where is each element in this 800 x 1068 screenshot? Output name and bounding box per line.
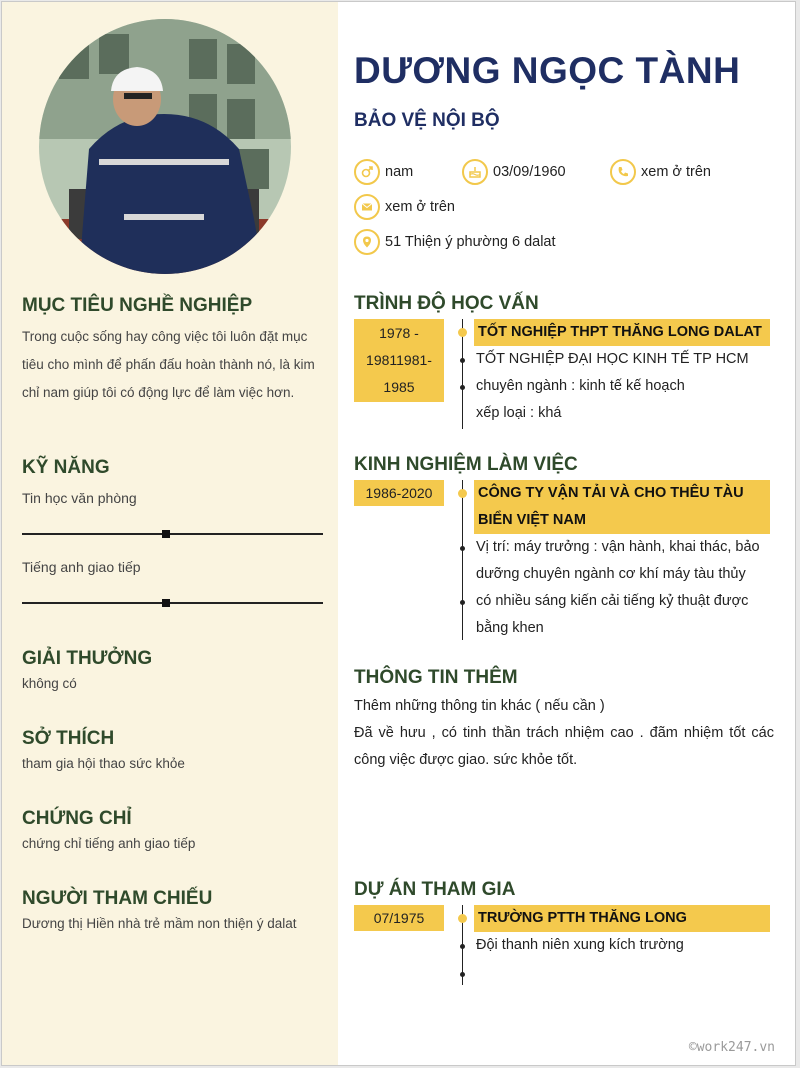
education-date: 1978 - 19811981-1985 [354,319,444,402]
objective-section [22,295,327,407]
email-info [354,194,455,220]
experience-item: Vị trí: máy trưởng : vận hành, khai thác, bảo dưỡng chuyên ngành cơ khí máy tàu thủy [476,539,760,582]
additional-text-2: Đã về hưu , có tinh thần trách nhiệm cao . đãm nhiệm tốt các công việc được giao. sức khỏe tốt. [354,725,774,768]
timeline-bullet [458,328,467,337]
timeline-bullet [458,914,467,923]
awards-section [22,648,327,698]
education-item: chuyên ngành : kinh tế kế hoạch [476,378,685,394]
additional-text-1: Thêm những thông tin khác ( nếu cần ) [354,698,605,714]
address-icon [354,229,380,255]
birthday-icon [462,159,488,185]
skill-name: Tiếng anh giao tiếp [22,559,141,575]
main-content [338,2,795,1065]
education-item: xếp loại : khá [476,405,562,421]
skills-title: KỸ NĂNG [22,457,110,478]
gender-info [354,159,413,185]
address-info [354,229,556,255]
references-text: Dương thị Hiền nhà trẻ mầm non thiện ý dalat [22,916,297,931]
experience-item: có nhiều sáng kiến cải tiếng kỷ thuật được bằng khen [476,593,749,636]
timeline-bullet [460,600,465,605]
objective-title: MỤC TIÊU NGHỀ NGHIỆP [22,295,253,316]
sidebar [2,2,338,1065]
phone-icon [610,159,636,185]
certificates-section [22,808,327,858]
profile-photo [39,19,291,274]
hobbies-section [22,728,327,778]
awards-title: GIẢI THƯỞNG [22,648,153,669]
email-icon [354,194,380,220]
skill-level-bar [22,533,323,535]
experience-title: KINH NGHIỆM LÀM VIỆC [354,454,578,475]
education-title: TRÌNH ĐỘ HỌC VẤN [354,293,539,314]
projects-title: DỰ ÁN THAM GIA [354,879,516,900]
address-value: 51 Thiện ý phường 6 dalat [385,234,556,250]
birthday-value: 03/09/1960 [493,164,566,180]
candidate-name: DƯƠNG NGỌC TÀNH [354,50,741,91]
timeline-bullet [460,385,465,390]
education-item: TỐT NGHIỆP ĐẠI HỌC KINH TẾ TP HCM [476,351,749,367]
certificates-text: chứng chỉ tiếng anh giao tiếp [22,836,196,851]
timeline-bullet [460,972,465,977]
skill-level-marker [162,599,170,607]
skill-name: Tin học văn phòng [22,490,137,506]
gender-icon [354,159,380,185]
phone-value: xem ở trên [641,164,711,180]
projects-item: Đội thanh niên xung kích trường [476,937,684,953]
awards-text: không có [22,676,77,691]
certificates-title: CHỨNG CHỈ [22,808,132,829]
objective-text: Trong cuộc sống hay công việc tôi luôn đặt mục tiêu cho mình để phấn đấu hoàn thành nó, là kim chỉ nam giúp tôi có động lực để làm việc hơn. [22,329,315,400]
birthday-info [462,159,566,185]
hobbies-title: SỞ THÍCH [22,728,115,749]
gender-value: nam [385,164,414,180]
references-title: NGƯỜI THAM CHIẾU [22,888,213,909]
skills-section [22,457,327,479]
job-title: BẢO VỆ NỘI BỘ [354,110,500,131]
additional-title: THÔNG TIN THÊM [354,667,518,688]
projects-date: 07/1975 [354,905,444,931]
watermark: ©work247.vn [688,1040,775,1055]
phone-info [610,159,711,185]
references-section [22,888,327,938]
timeline-bullet [460,944,465,949]
skill-level-bar [22,602,323,604]
projects-highlight: TRƯỜNG PTTH THĂNG LONG [474,905,770,932]
education-highlight: TỐT NGHIỆP THPT THĂNG LONG DALAT [474,319,770,346]
resume-page [1,1,796,1066]
experience-highlight: CÔNG TY VẬN TẢI VÀ CHO THÊU TÀU BIỂN VIỆT NAM [474,480,770,534]
timeline-line [462,480,463,640]
timeline-bullet [458,489,467,498]
email-value: xem ở trên [385,199,455,215]
timeline-bullet [460,546,465,551]
skill-level-marker [162,530,170,538]
experience-date: 1986-2020 [354,480,444,506]
hobbies-text: tham gia hội thao sức khỏe [22,756,185,771]
timeline-bullet [460,358,465,363]
